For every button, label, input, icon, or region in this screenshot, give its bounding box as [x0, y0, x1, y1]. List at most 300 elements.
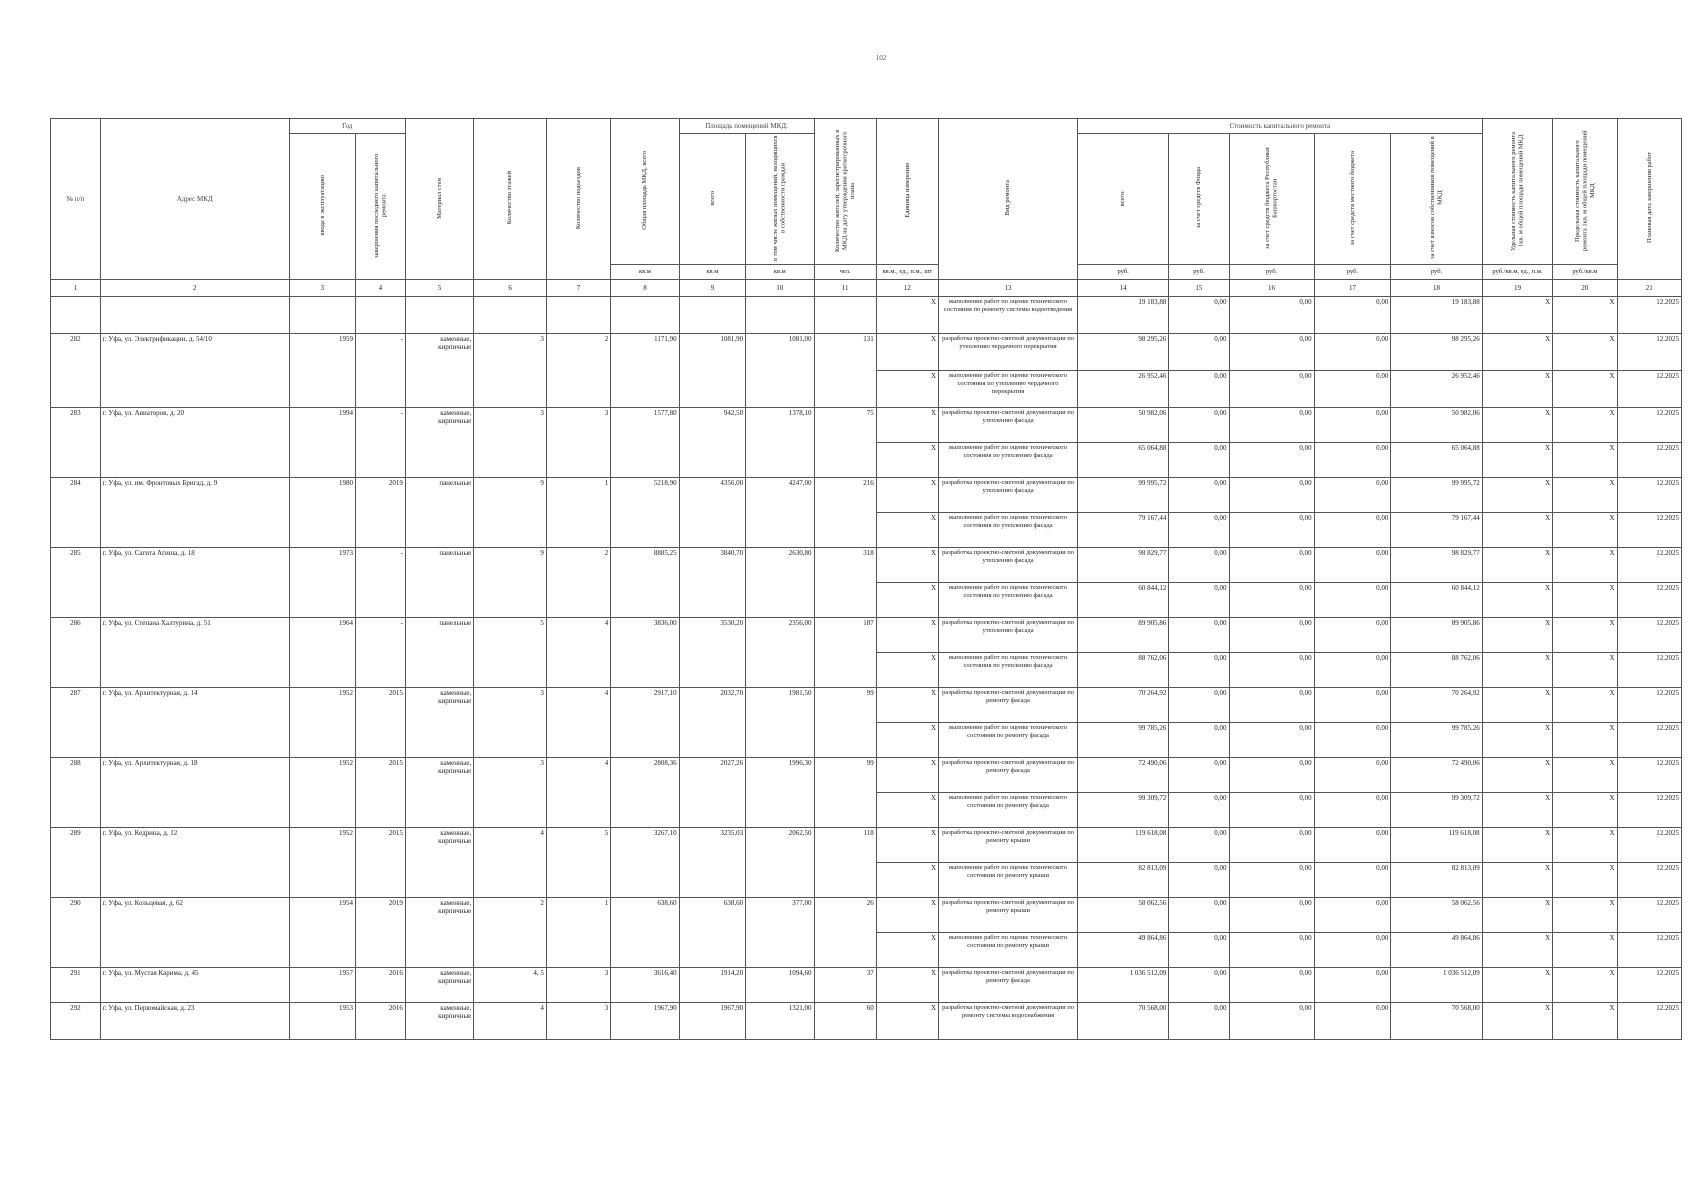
cell-cost-total: 79 167,44 [1078, 513, 1169, 548]
cell-planned-date: 12.2025 [1617, 653, 1681, 688]
cell-cost-fund: 0,00 [1169, 478, 1229, 513]
cell-residents: 216 [814, 478, 876, 548]
unit-c15: руб. [1169, 265, 1229, 280]
cell-cost-republic: 0,00 [1229, 653, 1314, 688]
cell-entrances: 3 [546, 1003, 610, 1040]
cell-entrances: 1 [546, 898, 610, 968]
cell-wall-material: панельные [405, 478, 473, 548]
cell-premises-owned: 1996,30 [746, 758, 814, 828]
cell-cost-local: 0,00 [1314, 793, 1391, 828]
cell-premises-total: 638,60 [679, 898, 745, 968]
cell-no: 289 [51, 828, 101, 898]
column-number: 16 [1229, 280, 1314, 297]
cell-unit: X [876, 371, 938, 408]
cell-cost-owners: 70 568,00 [1391, 1003, 1482, 1040]
cell-floors: 4, 5 [474, 968, 547, 1003]
cell-planned-date: 12.2025 [1617, 583, 1681, 618]
cell-cost-fund: 0,00 [1169, 443, 1229, 478]
cell-work-type: выполнение работ по оценке технического состояния по утеплению фасада [939, 443, 1078, 478]
cell-work-type: выполнение работ по оценке технического состояния по ремонту крыши [939, 933, 1078, 968]
cell-cost-fund: 0,00 [1169, 653, 1229, 688]
cell-floors: 9 [474, 478, 547, 548]
unit-c8: кв.м [611, 265, 679, 280]
cell-cost-owners: 119 618,08 [1391, 828, 1482, 863]
cell-year-commission: 1952 [289, 828, 355, 898]
cell-year-last-repair: 2015 [356, 828, 406, 898]
header-cost-total: всего: [1078, 134, 1169, 265]
cell-address: г. Уфа, ул. Мустая Карима, д. 45 [100, 968, 289, 1003]
cell-total-area: 8885,25 [611, 548, 679, 618]
cell-work-type: выполнение работ по оценке технического состояния по утеплению фасада [939, 653, 1078, 688]
column-number: 11 [814, 280, 876, 297]
cell-work-type: выполнение работ по оценке технического состояния по утеплению фасада [939, 583, 1078, 618]
cell-max-cost: X [1553, 653, 1617, 688]
cell-planned-date: 12.2025 [1617, 618, 1681, 653]
cell-cost-republic: 0,00 [1229, 828, 1314, 863]
cell-no: 290 [51, 898, 101, 968]
table-header [51, 119, 1682, 297]
cell-address: г. Уфа, ул. Степана Халтурина, д. 51 [100, 618, 289, 688]
cell-cost-republic: 0,00 [1229, 371, 1314, 408]
cell-max-cost: X [1553, 583, 1617, 618]
cell-specific-cost: X [1482, 334, 1553, 371]
header-year-last-repair: завершения последнего капитального ремонта [356, 134, 406, 280]
cell-cost-total: 19 183,88 [1078, 297, 1169, 334]
header-wall-material: Материал стен [405, 119, 473, 280]
cell-planned-date: 12.2025 [1617, 758, 1681, 793]
column-numbers-row [51, 280, 1682, 297]
column-number: 19 [1482, 280, 1553, 297]
unit-c10: кв.м [746, 265, 814, 280]
cell-total-area: 3267,10 [611, 828, 679, 898]
cell-year-last-repair: 2016 [356, 968, 406, 1003]
column-number: 15 [1169, 280, 1229, 297]
cell-max-cost: X [1553, 793, 1617, 828]
cell-cost-fund: 0,00 [1169, 793, 1229, 828]
cell-no: 285 [51, 548, 101, 618]
cell-work-type: разработка проектно-сметной документации по утеплению чердачного перекрытия [939, 334, 1078, 371]
cell-cost-owners: 26 952,46 [1391, 371, 1482, 408]
cell-cost-fund: 0,00 [1169, 548, 1229, 583]
cell-cost-owners: 79 167,44 [1391, 513, 1482, 548]
cell-cost-local: 0,00 [1314, 443, 1391, 478]
cell-floors: 3 [474, 334, 547, 408]
header-premises-total: всего [679, 134, 745, 265]
unit-c16: руб. [1229, 265, 1314, 280]
cell-cost-owners: 1 036 512,09 [1391, 968, 1482, 1003]
cell-cost-fund: 0,00 [1169, 968, 1229, 1003]
column-number: 13 [939, 280, 1078, 297]
cell-planned-date: 12.2025 [1617, 793, 1681, 828]
header-cost-republic: за счет средств бюджета Республики Башкортостан [1229, 134, 1314, 265]
cell-specific-cost: X [1482, 297, 1553, 334]
column-number: 3 [289, 280, 355, 297]
cell-cost-total: 58 062,56 [1078, 898, 1169, 933]
cell-no: 287 [51, 688, 101, 758]
cell-planned-date: 12.2025 [1617, 1003, 1681, 1040]
cell-work-type: разработка проектно-сметной документации по ремонту фасада [939, 968, 1078, 1003]
cell-cost-owners: 49 864,86 [1391, 933, 1482, 968]
cell-cost-owners: 98 829,77 [1391, 548, 1482, 583]
cell-planned-date: 12.2025 [1617, 478, 1681, 513]
cell-unit: X [876, 828, 938, 863]
cell-premises-total: 1081,90 [679, 334, 745, 408]
cell-unit: X [876, 723, 938, 758]
cell-cost-local: 0,00 [1314, 408, 1391, 443]
cell-cost-owners: 98 295,26 [1391, 334, 1482, 371]
cell-cost-fund: 0,00 [1169, 513, 1229, 548]
cell-entrances: 3 [546, 968, 610, 1003]
column-number: 8 [611, 280, 679, 297]
cell-address: г. Уфа, ул. Кольцевая, д. 62 [100, 898, 289, 968]
cell-wall-material: каменные, кирпичные [405, 828, 473, 898]
cell-unit: X [876, 863, 938, 898]
cell-cost-republic: 0,00 [1229, 758, 1314, 793]
cell-cost-total: 1 036 512,09 [1078, 968, 1169, 1003]
cell-unit: X [876, 297, 938, 334]
cell-premises-owned: 1321,00 [746, 1003, 814, 1040]
cell-cost-local: 0,00 [1314, 933, 1391, 968]
cell-work-type: разработка проектно-сметной документации по утеплению фасада [939, 478, 1078, 513]
cell-cost-fund: 0,00 [1169, 933, 1229, 968]
cell-cost-owners: 88 762,06 [1391, 653, 1482, 688]
cell-residents: 99 [814, 758, 876, 828]
table-row [51, 688, 1682, 723]
cell-cost-owners: 89 905,86 [1391, 618, 1482, 653]
cell-specific-cost: X [1482, 513, 1553, 548]
header-residents: Количество жителей, зарегистрированных в МКД на дату утверждения краткосрочного плана [814, 119, 876, 265]
header-year-group: Год [289, 119, 405, 134]
cell-entrances: 4 [546, 688, 610, 758]
cell-premises-owned: 2630,80 [746, 548, 814, 618]
header-entrances: Количество подъездов [546, 119, 610, 280]
cell-year-commission: 1954 [289, 898, 355, 968]
cell-unit: X [876, 933, 938, 968]
cell-cost-owners: 99 309,72 [1391, 793, 1482, 828]
cell-premises-owned: 4247,00 [746, 478, 814, 548]
cell-entrances: 3 [546, 408, 610, 478]
cell-cost-total: 65 064,88 [1078, 443, 1169, 478]
table-row [51, 898, 1682, 933]
cell-cost-republic: 0,00 [1229, 968, 1314, 1003]
cell-cost-local: 0,00 [1314, 828, 1391, 863]
column-number: 14 [1078, 280, 1169, 297]
cell-cost-owners: 19 183,88 [1391, 297, 1482, 334]
table-row [51, 1003, 1682, 1040]
cell-max-cost: X [1553, 297, 1617, 334]
cell-cost-republic: 0,00 [1229, 297, 1314, 334]
cell-unit: X [876, 968, 938, 1003]
column-number: 17 [1314, 280, 1391, 297]
unit-c9: кв.м [679, 265, 745, 280]
cell-work-type: выполнение работ по оценке технического состояния по ремонту системы водоотведения [939, 297, 1078, 334]
cell-entrances: 4 [546, 618, 610, 688]
cell-specific-cost: X [1482, 371, 1553, 408]
cell-year-commission: 1973 [289, 548, 355, 618]
cell-cost-republic: 0,00 [1229, 513, 1314, 548]
cell-cost-republic: 0,00 [1229, 408, 1314, 443]
cell-residents: 26 [814, 898, 876, 968]
cell-address: г. Уфа, ул. Архитектурная, д. 18 [100, 758, 289, 828]
cell-year-commission: 1952 [289, 688, 355, 758]
cell-max-cost: X [1553, 758, 1617, 793]
cell-unit: X [876, 548, 938, 583]
cell-work-type: разработка проектно-сметной документации по ремонту фасада [939, 758, 1078, 793]
cell-max-cost: X [1553, 688, 1617, 723]
cell-cost-total: 26 952,46 [1078, 371, 1169, 408]
column-number: 12 [876, 280, 938, 297]
cell-residents: 118 [814, 828, 876, 898]
cell-year-commission: 1964 [289, 618, 355, 688]
cell-max-cost: X [1553, 898, 1617, 933]
cell-residents: 187 [814, 618, 876, 688]
cell-max-cost: X [1553, 548, 1617, 583]
cell-unit: X [876, 1003, 938, 1040]
cell-cost-local: 0,00 [1314, 863, 1391, 898]
cell-cost-local: 0,00 [1314, 618, 1391, 653]
cell-work-type: выполнение работ по оценке технического состояния по утеплению чердачного перекрытия [939, 371, 1078, 408]
cell-specific-cost: X [1482, 1003, 1553, 1040]
table-body [51, 297, 1682, 1040]
cell-planned-date: 12.2025 [1617, 898, 1681, 933]
cell-planned-date: 12.2025 [1617, 334, 1681, 371]
cell-cost-total: 60 844,12 [1078, 583, 1169, 618]
cell-unit: X [876, 334, 938, 371]
cell-cost-owners: 72 490,06 [1391, 758, 1482, 793]
cell-cost-local: 0,00 [1314, 371, 1391, 408]
cell-total-area: 5218,90 [611, 478, 679, 548]
cell-cost-republic: 0,00 [1229, 548, 1314, 583]
cell-specific-cost: X [1482, 863, 1553, 898]
column-number: 1 [51, 280, 101, 297]
cell-year-last-repair: - [356, 334, 406, 408]
cell-entrances: 5 [546, 828, 610, 898]
cell-unit: X [876, 583, 938, 618]
column-number: 20 [1553, 280, 1617, 297]
cell-planned-date: 12.2025 [1617, 443, 1681, 478]
table-row [51, 828, 1682, 863]
unit-c11: чел. [814, 265, 876, 280]
cell-cost-republic: 0,00 [1229, 863, 1314, 898]
cell-specific-cost: X [1482, 443, 1553, 478]
cell-specific-cost: X [1482, 898, 1553, 933]
cell-work-type: разработка проектно-сметной документации по ремонту крыши [939, 898, 1078, 933]
cell-residents: 318 [814, 548, 876, 618]
cell-planned-date: 12.2025 [1617, 297, 1681, 334]
cell-cost-owners: 99 995,72 [1391, 478, 1482, 513]
cell-cost-local: 0,00 [1314, 548, 1391, 583]
cell-entrances: 1 [546, 478, 610, 548]
cell-address: г. Уфа, ул. Сагита Агиша, д. 18 [100, 548, 289, 618]
cell-max-cost: X [1553, 723, 1617, 758]
header-unit: Единица измерения [876, 119, 938, 265]
cell-unit: X [876, 443, 938, 478]
cell-cost-local: 0,00 [1314, 297, 1391, 334]
cell-unit: X [876, 688, 938, 723]
table-row [51, 968, 1682, 1003]
cell-premises-owned: 1981,50 [746, 688, 814, 758]
cell-residents: 131 [814, 334, 876, 408]
cell-year-commission: 1980 [289, 478, 355, 548]
cell-year-commission: 1953 [289, 1003, 355, 1040]
cell-wall-material: каменные, кирпичные [405, 898, 473, 968]
cell-cost-total: 99 309,72 [1078, 793, 1169, 828]
cell-address: г. Уфа, ул. Кедрина, д. 12 [100, 828, 289, 898]
cell-specific-cost: X [1482, 478, 1553, 513]
cell-cost-fund: 0,00 [1169, 297, 1229, 334]
cell-planned-date: 12.2025 [1617, 828, 1681, 863]
cell-year-last-repair: - [356, 408, 406, 478]
cell-residents: 60 [814, 1003, 876, 1040]
cell-no: 284 [51, 478, 101, 548]
cell-specific-cost: X [1482, 968, 1553, 1003]
cell-total-area: 1967,90 [611, 1003, 679, 1040]
cell-premises-total: 3235,03 [679, 828, 745, 898]
cell-cost-owners: 70 264,92 [1391, 688, 1482, 723]
table-row [51, 408, 1682, 443]
cell-cost-local: 0,00 [1314, 583, 1391, 618]
cell-floors: 2 [474, 898, 547, 968]
cell-max-cost: X [1553, 371, 1617, 408]
cell-specific-cost: X [1482, 618, 1553, 653]
cell-specific-cost: X [1482, 583, 1553, 618]
unit-c14: руб. [1078, 265, 1169, 280]
cell-cost-local: 0,00 [1314, 968, 1391, 1003]
header-cost-fund: за счет средств Фонда [1169, 134, 1229, 265]
cell-year-last-repair: 2016 [356, 1003, 406, 1040]
cell-entrances: 4 [546, 758, 610, 828]
cell-work-type: выполнение работ по оценке технического состояния по ремонту фасада [939, 793, 1078, 828]
cell-floors: 5 [474, 618, 547, 688]
cell-no: 283 [51, 408, 101, 478]
cell-cost-local: 0,00 [1314, 334, 1391, 371]
cell-year-last-repair: 2015 [356, 688, 406, 758]
column-number: 21 [1617, 280, 1681, 297]
cell-cost-fund: 0,00 [1169, 863, 1229, 898]
cell-entrances: 2 [546, 334, 610, 408]
cell-cost-fund: 0,00 [1169, 618, 1229, 653]
cell-max-cost: X [1553, 863, 1617, 898]
cell-cost-fund: 0,00 [1169, 758, 1229, 793]
cell-wall-material: каменные, кирпичные [405, 758, 473, 828]
cell-cost-local: 0,00 [1314, 898, 1391, 933]
cell-cost-local: 0,00 [1314, 478, 1391, 513]
cell-no: 286 [51, 618, 101, 688]
cell-work-type: выполнение работ по оценке технического состояния по утеплению фасада [939, 513, 1078, 548]
cell-cost-fund: 0,00 [1169, 371, 1229, 408]
cell-total-area: 2917,10 [611, 688, 679, 758]
cell-unit: X [876, 898, 938, 933]
cell-floors: 9 [474, 548, 547, 618]
cell-planned-date: 12.2025 [1617, 968, 1681, 1003]
cell-work-type: выполнение работ по оценке технического состояния по ремонту крыши [939, 863, 1078, 898]
cell-cost-republic: 0,00 [1229, 793, 1314, 828]
cell-planned-date: 12.2025 [1617, 863, 1681, 898]
cell-specific-cost: X [1482, 793, 1553, 828]
column-number: 10 [746, 280, 814, 297]
cell-year-commission: 1952 [289, 758, 355, 828]
cell-floors: 4 [474, 828, 547, 898]
cell-cost-republic: 0,00 [1229, 688, 1314, 723]
cell-premises-owned: 1378,10 [746, 408, 814, 478]
cell-address: г. Уфа, ул. Электрификации, д. 54/10 [100, 334, 289, 408]
cell-specific-cost: X [1482, 408, 1553, 443]
cell-max-cost: X [1553, 513, 1617, 548]
table-row [51, 478, 1682, 513]
cell-specific-cost: X [1482, 688, 1553, 723]
cell-specific-cost: X [1482, 723, 1553, 758]
header-year-commission: ввода в эксплуатацию [289, 134, 355, 280]
cell-total-area: 1577,80 [611, 408, 679, 478]
cell-cost-total: 70 568,00 [1078, 1003, 1169, 1040]
cell-planned-date: 12.2025 [1617, 371, 1681, 408]
cell-premises-total: 4356,00 [679, 478, 745, 548]
column-number: 5 [405, 280, 473, 297]
cell-floors: 4 [474, 1003, 547, 1040]
cell-address: г. Уфа, ул. им. Фронтовых Бригад, д. 9 [100, 478, 289, 548]
header-cost-group: Стоимость капитального ремонта [1078, 119, 1483, 134]
header-premises-group: Площадь помещений МКД: [679, 119, 814, 134]
cell-cost-republic: 0,00 [1229, 443, 1314, 478]
cell-cost-owners: 99 785,26 [1391, 723, 1482, 758]
cell-unit: X [876, 513, 938, 548]
cell-planned-date: 12.2025 [1617, 933, 1681, 968]
cell-premises-total: 942,50 [679, 408, 745, 478]
cell-year-last-repair: - [356, 548, 406, 618]
header-max-cost: Предельная стоимость капитального ремонта 1кв. м общей площади помещений МКД [1553, 119, 1617, 265]
cell-planned-date: 12.2025 [1617, 688, 1681, 723]
cell-work-type: разработка проектно-сметной документации по ремонту фасада [939, 688, 1078, 723]
cell-no: 288 [51, 758, 101, 828]
cell-cost-fund: 0,00 [1169, 828, 1229, 863]
cell-unit: X [876, 653, 938, 688]
table-row [51, 334, 1682, 371]
cell-wall-material: каменные, кирпичные [405, 334, 473, 408]
cell-cost-total: 119 618,08 [1078, 828, 1169, 863]
cell-no: 292 [51, 1003, 101, 1040]
column-number: 2 [100, 280, 289, 297]
cell-cost-local: 0,00 [1314, 1003, 1391, 1040]
cell-max-cost: X [1553, 968, 1617, 1003]
cell-premises-total: 1914,20 [679, 968, 745, 1003]
cell-unit: X [876, 793, 938, 828]
cell-cost-local: 0,00 [1314, 758, 1391, 793]
cell-cost-republic: 0,00 [1229, 933, 1314, 968]
header-specific-cost: Удельная стоимость капитального ремонта 1кв. м общей площади помещений МКД [1482, 119, 1553, 265]
cell-cost-republic: 0,00 [1229, 334, 1314, 371]
cell-premises-owned: 2062,50 [746, 828, 814, 898]
page-number: 102 [875, 54, 887, 62]
cell-cost-total: 49 864,86 [1078, 933, 1169, 968]
cell-max-cost: X [1553, 334, 1617, 371]
cell-premises-owned: 377,00 [746, 898, 814, 968]
cell-cost-total: 72 490,06 [1078, 758, 1169, 793]
cell-cost-local: 0,00 [1314, 688, 1391, 723]
cell-work-type: разработка проектно-сметной документации по утеплению фасада [939, 548, 1078, 583]
cell-specific-cost: X [1482, 828, 1553, 863]
cell-wall-material: каменные, кирпичные [405, 1003, 473, 1040]
header-no: № п/п [51, 119, 101, 280]
cell-specific-cost: X [1482, 933, 1553, 968]
cell-cost-local: 0,00 [1314, 653, 1391, 688]
cell-cost-owners: 58 062,56 [1391, 898, 1482, 933]
cell-cost-total: 82 813,09 [1078, 863, 1169, 898]
header-cost-owners: за счет взносов собственников помещений в МКД [1391, 134, 1482, 265]
cell-unit: X [876, 408, 938, 443]
cell-cost-owners: 82 813,09 [1391, 863, 1482, 898]
cell-total-area: 638,60 [611, 898, 679, 968]
cell-unit: X [876, 758, 938, 793]
